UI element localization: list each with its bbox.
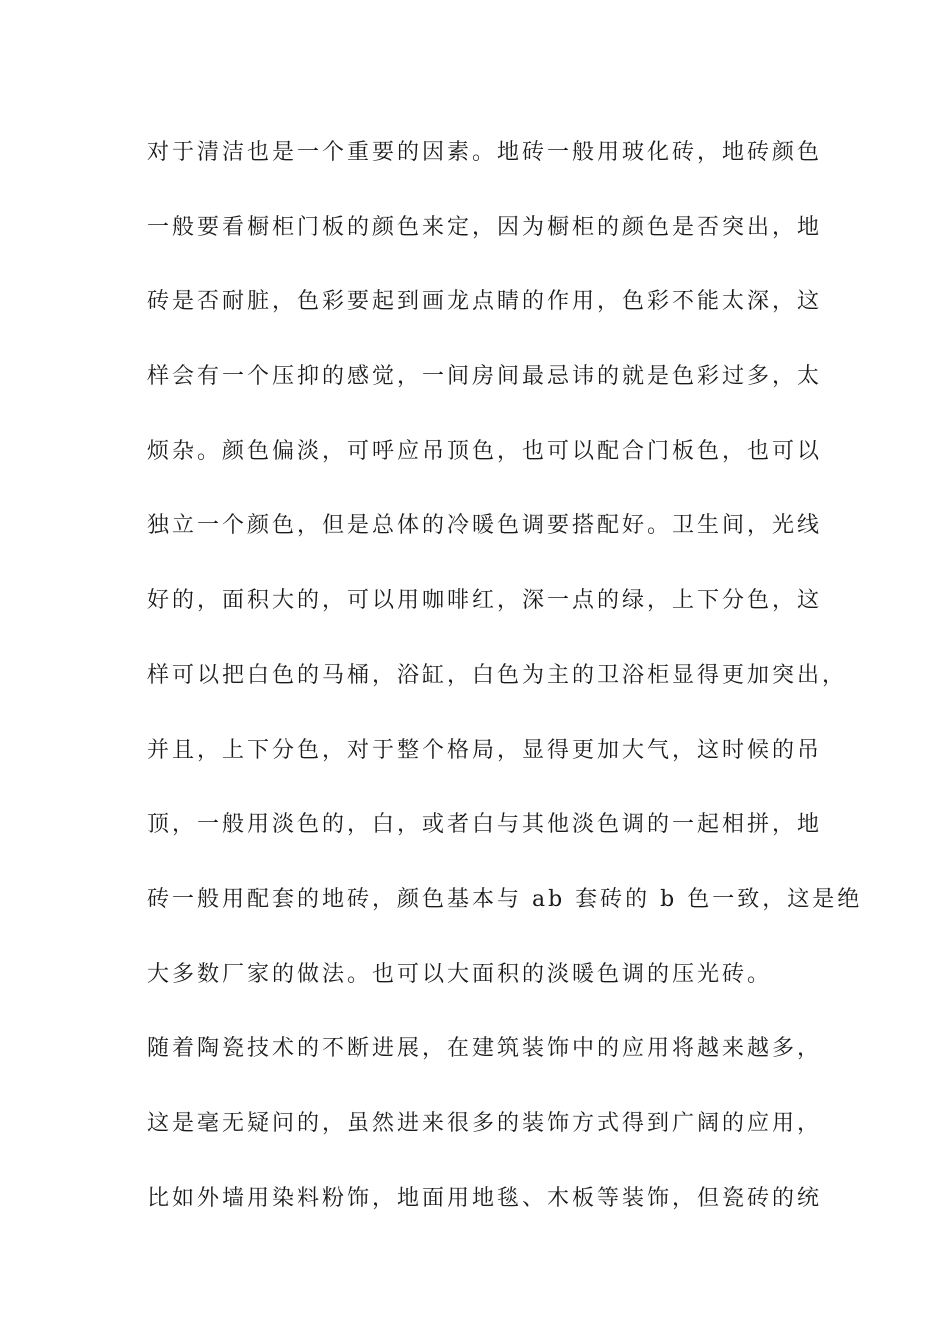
text-line: 对于清洁也是一个重要的因素。地砖一般用玻化砖，地砖颜色 [147, 140, 823, 165]
text-line: 烦杂。颜色偏淡，可呼应吊顶色，也可以配合门板色，也可以 [147, 438, 823, 464]
text-line: 比如外墙用染料粉饰，地面用地毯、木板等装饰，但瓷砖的统 [147, 1185, 823, 1211]
text-line: 随着陶瓷技术的不断进展，在建筑装饰中的应用将越来越多， [147, 1036, 823, 1062]
text-line: 样可以把白色的马桶，浴缸，白色为主的卫浴柜显得更加突出， [147, 662, 848, 688]
text-line: 这是毫无疑问的，虽然进来很多的装饰方式得到广阔的应用， [147, 1110, 823, 1136]
text-line: 好的，面积大的，可以用咖啡红，深一点的绿，上下分色，这 [147, 588, 823, 614]
text-line: 砖是否耐脏，色彩要起到画龙点睛的作用，色彩不能太深，这 [147, 289, 823, 315]
text-line: 样会有一个压抑的感觉，一间房间最忌讳的就是色彩过多，太 [147, 364, 823, 390]
text-line: 并且，上下分色，对于整个格局，显得更加大气，这时候的吊 [147, 737, 823, 763]
text-line: 大多数厂家的做法。也可以大面积的淡暖色调的压光砖。 [147, 961, 773, 987]
text-line: 砖一般用配套的地砖，颜色基本与 ab 套砖的 b 色一致，这是绝 [147, 886, 863, 912]
text-line: 顶，一般用淡色的，白，或者白与其他淡色调的一起相拼，地 [147, 812, 823, 838]
text-line: 独立一个颜色，但是总体的冷暖色调要搭配好。卫生间，光线 [147, 513, 823, 539]
text-line: 一般要看橱柜门板的颜色来定，因为橱柜的颜色是否突出，地 [147, 214, 823, 240]
body-text [147, 135, 863, 1255]
